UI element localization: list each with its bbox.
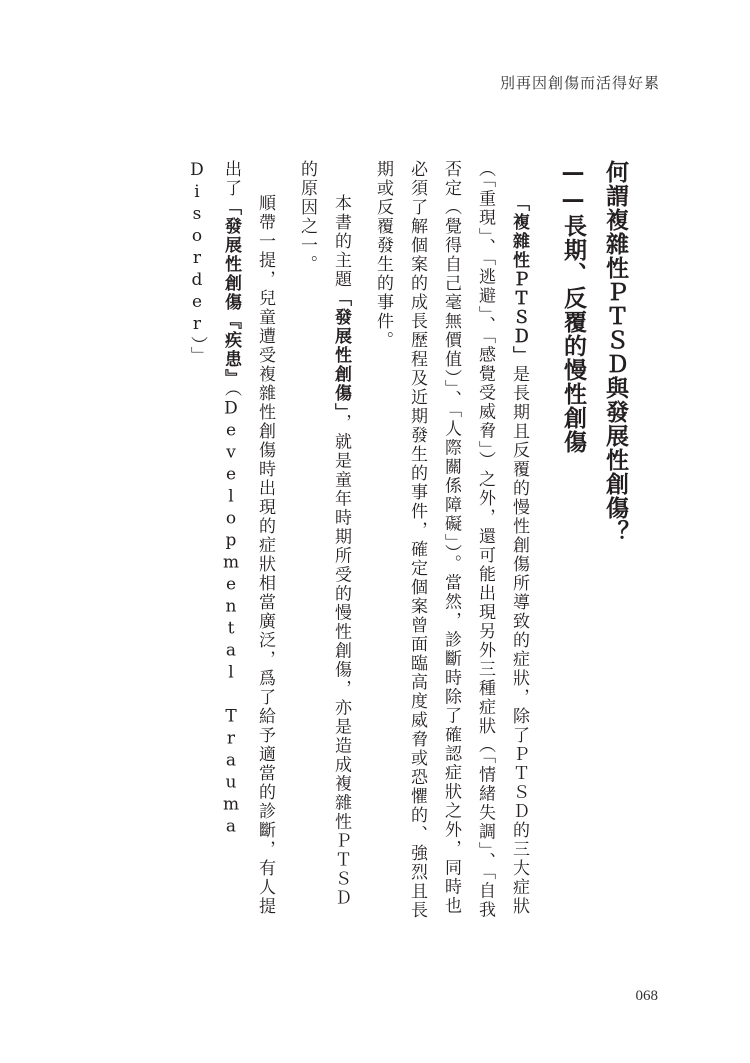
section-title: 何謂複雜性ＰＴＳＤ與發展性創傷？: [602, 160, 628, 544]
section-heading: [556, 160, 632, 920]
page-number: 068: [635, 988, 658, 1004]
paragraph-text: 是長期且反覆的慢性創傷所導致的症狀，除了ＰＴＳＤ的三大症狀（「重現」、「逃避」、「感覺受威脅」）之外，還可能出現另外三種症狀（「情緒失調」、「自我否定（覺得自己毫無價值）」、「人際關係障礙」）。當然，診斷時除了確認症狀之外，同時也必須了解個案的成長歷程及近期發生的事件，確定個案曾面臨高度威脅或恐懼的、強烈且長期或反覆發生的事件。: [373, 160, 529, 920]
term-developmental-trauma-disorder: 「發展性創傷『疾患』: [221, 198, 241, 388]
paragraph-text: 順帶一提，兒童遭受複雜性創傷時出現的症狀相當廣泛，爲了給予適當的診斷，有人提出了: [221, 160, 275, 916]
paragraph-book-theme: [290, 160, 358, 920]
paragraph-text: （Developmental Trauma Disorder）」: [187, 160, 241, 839]
body-text: [180, 160, 536, 920]
running-head: 別再因創傷而活得好累: [499, 74, 660, 92]
section-subtitle: ——長期、反覆的慢性創傷: [560, 160, 586, 454]
paragraph-diagnosis-note: [180, 160, 282, 920]
paragraph-complex-ptsd: [366, 160, 536, 920]
paragraph-text: 本書的主題: [331, 194, 351, 289]
paragraph-text: ，就是童年時期所受的慢性創傷，亦是造成複雜性ＰＴＳＤ的原因之一。: [297, 160, 351, 908]
vertical-text-block: [100, 160, 660, 920]
term-complex-ptsd: 「複雜性ＰＴＳＤ」: [509, 194, 529, 365]
term-developmental-trauma: 「發展性創傷」: [331, 289, 351, 414]
